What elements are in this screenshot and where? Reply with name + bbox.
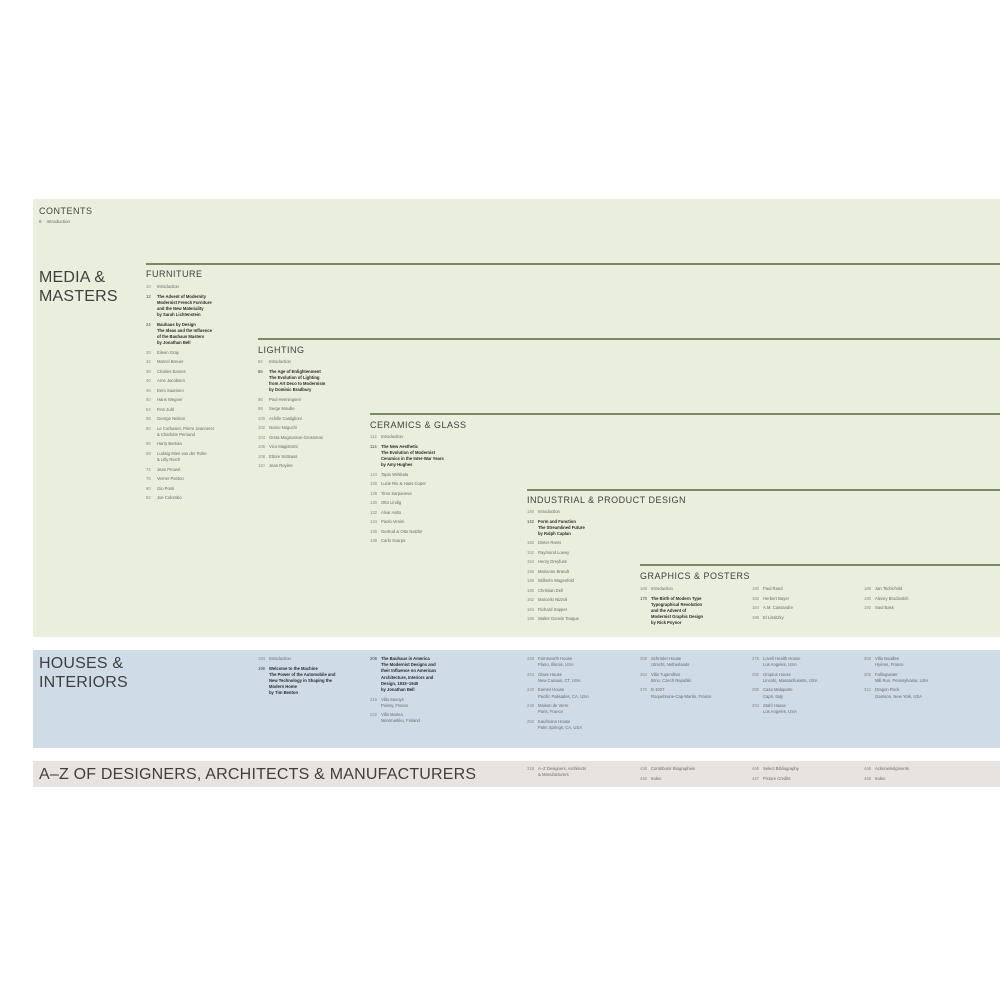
entry-title: Farnsworth House Plano, Illinois, USA <box>538 656 574 668</box>
toc-entry[interactable] <box>146 467 256 473</box>
toc-entry[interactable] <box>527 703 637 715</box>
page-number: 136 <box>370 528 377 534</box>
entry-title: Harry Bertoia <box>157 441 182 447</box>
page-number: 114 <box>370 443 377 449</box>
entry-title: Timo Sarpaneva <box>381 490 412 496</box>
page-number: 252 <box>527 718 534 724</box>
page-number: 246 <box>527 703 534 709</box>
entry-title: Tapio Wirkkala <box>381 471 409 477</box>
lighting-title: LIGHTING <box>258 345 305 355</box>
entry-title: E-1027 Roquebrune-Cap-Martin, France <box>651 687 712 699</box>
page-number: 124 <box>370 471 377 477</box>
toc-entry[interactable] <box>146 369 256 375</box>
entry-title: The Bauhaus in America The Modernist Designs and their Influence on American Architecture, Interiors and Design, 1933–1940 by Jonathan Bell <box>381 656 436 693</box>
entry-title: Bauhaus by Design The Ideas and the Influence of the Bauhaus Masters by Jonathan Bell <box>157 321 212 346</box>
entry-title: Eames House Pacific Palisades, CA, USA <box>538 687 589 699</box>
houses-list-5 <box>752 656 862 719</box>
az-list-1 <box>527 766 637 782</box>
entry-title: Picture Credits <box>763 775 791 781</box>
entry-title: Form and Function The Streamlined Future by Ralph Caplan <box>538 518 585 536</box>
entry-title: Marianne Brandt <box>538 568 569 574</box>
toc-entry[interactable] <box>258 369 368 394</box>
industrial-rule <box>527 489 1000 491</box>
page-number: 150 <box>527 540 534 546</box>
entry-title: Maison de Verre Paris, France <box>538 703 569 715</box>
toc-entry[interactable] <box>864 596 974 602</box>
furniture-rule <box>146 263 1000 265</box>
toc-entry[interactable] <box>864 586 974 592</box>
az-list-4 <box>864 766 974 785</box>
entry-title: Gertrud & Otto Natzler <box>381 528 423 534</box>
entry-title: Marcel Breuer <box>157 359 184 365</box>
page-number: 294 <box>752 703 759 709</box>
entry-title: Otto Lindig <box>381 500 402 506</box>
contents-intro[interactable] <box>39 219 70 224</box>
page-number: 102 <box>258 425 265 431</box>
graphics-title: GRAPHICS & POSTERS <box>640 571 751 581</box>
toc-entry[interactable] <box>146 495 256 501</box>
entry-title: Jean Royère <box>269 463 293 469</box>
toc-entry[interactable] <box>370 444 520 469</box>
page-number: 112 <box>370 434 377 439</box>
ceramics-rule <box>370 413 1000 415</box>
page-number: 24 <box>146 321 151 327</box>
page-number: 130 <box>370 500 377 506</box>
industrial-list <box>527 509 637 626</box>
page-number: 76 <box>146 476 151 482</box>
entry-title: Jean Prouvé <box>157 466 181 472</box>
page-number: 162 <box>527 597 534 603</box>
industrial-title: INDUSTRIAL & PRODUCT DESIGN <box>527 495 687 505</box>
page-number: 100 <box>258 415 265 421</box>
page-number: 66 <box>146 441 151 447</box>
page-number: 282 <box>752 671 759 677</box>
toc-entry[interactable] <box>146 416 256 422</box>
toc-entry[interactable] <box>258 666 368 697</box>
page-number: 154 <box>527 559 534 565</box>
media-masters-title: MEDIA & MASTERS <box>39 269 118 305</box>
page-number: 132 <box>370 509 377 515</box>
entry-title: Richard Sapper <box>538 606 568 612</box>
page-number: 448 <box>864 766 871 771</box>
graphics-list-3 <box>864 586 974 615</box>
page-number: 74 <box>146 466 151 472</box>
entry-title: Introduction <box>269 656 291 661</box>
entry-title: Finn Juhl <box>157 406 174 412</box>
entry-title: Alvar Aalto <box>381 509 402 515</box>
page-number: 50 <box>146 397 151 403</box>
page-number: 60 <box>146 425 151 431</box>
entry-title: Charles Eames <box>157 368 186 374</box>
az-list-3 <box>752 766 862 785</box>
page-number: 156 <box>527 568 534 574</box>
toc-entry[interactable] <box>146 294 256 319</box>
page-number: 438 <box>640 766 647 771</box>
page-number: 184 <box>752 605 759 610</box>
page-number: 166 <box>527 616 534 622</box>
entry-title: El Lissitzky <box>763 614 784 620</box>
toc-entry[interactable] <box>527 578 637 584</box>
lighting-list <box>258 359 368 473</box>
toc-entry[interactable] <box>370 712 520 724</box>
entry-title: Achille Castiglioni <box>269 415 302 421</box>
page-number: 448 <box>864 775 871 781</box>
page-number: 104 <box>258 434 265 440</box>
toc-entry[interactable] <box>864 656 974 668</box>
entry-title: Isamu Noguchi <box>269 425 297 431</box>
az-title: A–Z OF DESIGNERS, ARCHITECTS & MANUFACTURERS <box>39 766 477 783</box>
entry-title: Index <box>875 775 886 781</box>
entry-title: The Advent of Modernity Modernist French Furniture and the New Materiality by Sarah Lichtenstein <box>157 293 212 318</box>
page-number: 188 <box>864 586 871 591</box>
entry-title: Arne Jacobsen <box>157 378 185 384</box>
entry-title: Glass House New Canaan, CT, USA <box>538 671 581 683</box>
toc-entry[interactable] <box>258 406 368 412</box>
toc-entry[interactable] <box>640 687 750 699</box>
page-number: 58 <box>146 416 151 422</box>
toc-entry[interactable] <box>752 776 862 782</box>
entry-title: Lucie Rie & Hans Coper <box>381 481 426 487</box>
az-list-2 <box>640 766 750 785</box>
entry-title: Henry Dreyfuss <box>538 559 567 565</box>
furniture-list <box>146 284 256 505</box>
toc-entry[interactable] <box>258 359 368 365</box>
page-number: 36 <box>146 368 151 374</box>
page-number: 12 <box>146 293 151 299</box>
page-number: 446 <box>752 766 759 771</box>
page-number: 96 <box>258 396 263 402</box>
entry-title: Ludwig Mies van der Rohe & Lilly Reich <box>157 450 207 463</box>
page-number: 312 <box>864 687 871 693</box>
toc-entry[interactable] <box>527 509 637 515</box>
toc-entry[interactable] <box>640 586 750 592</box>
page-number: 180 <box>752 586 759 591</box>
lighting-rule <box>258 338 1000 340</box>
ceramics-title: CERAMICS & GLASS <box>370 420 467 430</box>
toc-entry[interactable] <box>864 687 974 699</box>
entry-title: Verner Panton <box>157 476 184 482</box>
page-number: 288 <box>752 687 759 693</box>
toc-entry[interactable] <box>258 656 368 662</box>
page-number: 240 <box>527 687 534 693</box>
page-number: 306 <box>864 671 871 677</box>
page-number: 128 <box>370 490 377 496</box>
page-number: 440 <box>640 775 647 781</box>
page-number: 152 <box>527 549 534 555</box>
toc-entry[interactable] <box>527 569 637 575</box>
toc-entry[interactable] <box>370 529 520 535</box>
entry-title: Ettore Sottsass <box>269 453 298 459</box>
entry-title: Eileen Gray <box>157 349 179 355</box>
toc-entry[interactable] <box>146 441 256 447</box>
toc-entry[interactable] <box>527 672 637 684</box>
entry-title: Acknowledgments <box>875 766 909 771</box>
toc-entry[interactable] <box>640 776 750 782</box>
entry-title: Herbert Bayer <box>763 595 790 601</box>
graphics-rule <box>640 564 1000 566</box>
entry-title: Introduction <box>651 586 673 591</box>
graphics-list-2 <box>752 586 862 624</box>
entry-title: Vico Magistretti <box>269 444 298 450</box>
page-number: 10 <box>146 284 151 289</box>
furniture-title: FURNITURE <box>146 269 203 279</box>
entry-title: Serge Mouille <box>269 406 295 412</box>
entry-title: Jan Tschichold <box>875 586 903 591</box>
toc-entry[interactable] <box>258 397 368 403</box>
page-number: 192 <box>864 605 871 610</box>
entry-title: Gropius House Lincoln, Massachusetts, USA <box>763 671 818 683</box>
page-number: 447 <box>752 775 759 781</box>
contents-intro-label: Introduction <box>46 219 71 224</box>
toc-entry[interactable] <box>640 596 750 627</box>
page-number: 158 <box>527 578 534 584</box>
toc-entry[interactable] <box>752 703 862 715</box>
entry-title: Raymond Loewy <box>538 549 570 555</box>
houses-list-6 <box>864 656 974 703</box>
toc-entry[interactable] <box>370 481 520 487</box>
toc-entry[interactable] <box>527 519 637 538</box>
entry-title: A.M. Cassandre <box>763 605 794 610</box>
page-number: 190 <box>864 595 871 601</box>
toc-entry[interactable] <box>370 538 520 544</box>
page-number: 318 <box>527 766 534 771</box>
toc-entry[interactable] <box>370 510 520 516</box>
entry-title: Select Bibliography <box>763 766 799 771</box>
entry-title: A–Z Designers, Architects & Manufacturers <box>538 766 587 778</box>
entry-title: George Nelson <box>157 416 186 422</box>
toc-entry[interactable] <box>146 476 256 482</box>
houses-list-3 <box>527 656 637 735</box>
entry-title: Villa Mairea Noormarkku, Finland <box>381 712 420 724</box>
entry-title: Introduction <box>269 359 291 364</box>
toc-entry[interactable] <box>370 491 520 497</box>
toc-entry[interactable] <box>146 322 256 347</box>
page-number: 110 <box>258 463 265 469</box>
toc-entry[interactable] <box>146 451 256 463</box>
toc-entry[interactable] <box>258 425 368 431</box>
page-number: 216 <box>370 696 377 702</box>
entry-title: Contributor Biographies <box>651 766 695 771</box>
entry-title: Introduction <box>381 434 403 439</box>
entry-title: Stahl House Los Angeles, USA <box>763 703 797 715</box>
page-number: 40 <box>146 378 151 384</box>
toc-entry[interactable] <box>864 766 974 772</box>
houses-interiors-title: HOUSES & INTERIORS <box>39 655 128 691</box>
entry-title: The Birth of Modern Type Typographical Revolution and the Advent of Modernist Graphic Design by Rick Poynor <box>651 595 704 626</box>
page-number: 138 <box>370 538 377 544</box>
entry-title: Villa Savoye Poissy, France <box>381 696 409 708</box>
toc-entry[interactable] <box>640 766 750 772</box>
toc-entry[interactable] <box>527 719 637 731</box>
entry-title: Saul Bass <box>875 605 894 610</box>
entry-title: Introduction <box>157 284 179 289</box>
toc-entry[interactable] <box>527 616 637 622</box>
entry-title: Carlo Scarpa <box>381 538 406 544</box>
page-number: 258 <box>640 656 647 661</box>
toc-entry[interactable] <box>752 615 862 621</box>
page-number: 196 <box>258 665 265 671</box>
toc-entry[interactable] <box>146 426 256 438</box>
toc-entry[interactable] <box>146 350 256 356</box>
page-number: 186 <box>752 614 759 620</box>
toc-entry[interactable] <box>527 766 637 778</box>
entry-title: Walter Dorwin Teague <box>538 616 579 622</box>
page-number: 54 <box>146 406 151 412</box>
entry-title: Christian Dell <box>538 587 563 593</box>
entry-title: Paolo Venini <box>381 519 405 525</box>
toc-entry[interactable] <box>640 656 750 668</box>
toc-entry[interactable] <box>258 435 368 441</box>
entry-title: Wilhelm Wagenfeld <box>538 578 574 584</box>
toc-entry[interactable] <box>146 407 256 413</box>
toc-entry[interactable] <box>752 766 862 772</box>
entry-title: Dieter Rams <box>538 540 562 546</box>
page-number: 86 <box>258 368 263 374</box>
toc-entry[interactable] <box>370 500 520 506</box>
page-number: 170 <box>640 595 647 601</box>
entry-title: Fallingwater Mill Run, Pennsylvania, USA <box>875 671 929 683</box>
entry-title: Marcello Nizzoli <box>538 597 568 603</box>
page-number: 160 <box>527 587 534 593</box>
page-number: 98 <box>258 406 263 412</box>
page-number: 140 <box>527 509 534 514</box>
page-number: 164 <box>527 606 534 612</box>
entry-title: Eero Saarinen <box>157 387 184 393</box>
page-number: 82 <box>146 495 151 501</box>
page-number: 270 <box>640 687 647 693</box>
toc-entry[interactable] <box>864 605 974 611</box>
entry-title: Hans Wegner <box>157 397 183 403</box>
toc-entry[interactable] <box>146 284 256 290</box>
entry-title: Index <box>651 775 662 781</box>
entry-title: Lovell Health House Los Angeles, USA <box>763 656 801 668</box>
toc-entry[interactable] <box>370 656 520 693</box>
toc-entry[interactable] <box>527 607 637 613</box>
toc-entry[interactable] <box>146 486 256 492</box>
page-number: 106 <box>258 444 265 450</box>
toc-entry[interactable] <box>146 388 256 394</box>
entry-title: Dragon Rock Garrison, New York, USA <box>875 687 923 699</box>
page-number: 194 <box>258 656 265 661</box>
toc-entry[interactable] <box>527 656 637 668</box>
page-number: 206 <box>370 656 377 661</box>
entry-title: Le Corbusier, Pierre Jeanneret & Charlotte Perriand <box>157 425 215 437</box>
entry-title: The New Aesthetic The Evolution of Modernist Ceramics in the Inter-War Years by Amy Hughes <box>381 443 444 468</box>
toc-entry[interactable] <box>752 596 862 602</box>
entry-title: Paul Rand <box>763 586 783 591</box>
page-number: 276 <box>752 656 759 661</box>
toc-entry[interactable] <box>527 550 637 556</box>
toc-entry[interactable] <box>752 586 862 592</box>
toc-entry[interactable] <box>370 472 520 478</box>
entry-title: Casa Malaparte Capri, Italy <box>763 687 793 699</box>
page-number: 84 <box>258 359 263 364</box>
entry-title: Welcome to the Machine The Power of the Automobile and New Technology in Shaping the Modern Home by Tim Benton <box>269 665 336 696</box>
page-number: 126 <box>370 481 377 487</box>
toc-entry[interactable] <box>527 588 637 594</box>
entry-title: Schröder House Utrecht, Netherlands <box>651 656 690 668</box>
toc-entry[interactable] <box>864 672 974 684</box>
toc-entry[interactable] <box>752 672 862 684</box>
page-number: 108 <box>258 453 265 459</box>
entry-title: Joe Colombo <box>157 495 182 501</box>
toc-entry[interactable] <box>146 378 256 384</box>
houses-list-2 <box>370 656 520 728</box>
page-number: 32 <box>146 359 151 365</box>
page-number: 142 <box>527 518 534 524</box>
page-number: 234 <box>527 671 534 677</box>
toc-entry[interactable] <box>752 605 862 611</box>
page-number: 168 <box>640 586 647 591</box>
page-number: 182 <box>752 595 759 601</box>
page-number: 264 <box>640 671 647 677</box>
page-number: 30 <box>146 349 151 355</box>
toc-entry[interactable] <box>258 454 368 460</box>
toc-entry[interactable] <box>640 672 750 684</box>
entry-title: Alexey Brodovitch <box>875 595 909 601</box>
entry-title: Villa Noailles Hyères, France <box>875 656 904 668</box>
toc-entry[interactable] <box>146 397 256 403</box>
toc-entry[interactable] <box>258 416 368 422</box>
ceramics-list <box>370 434 520 548</box>
entry-title: Villa Tugendhat Brno, Czech Republic <box>651 671 692 683</box>
toc-entry[interactable] <box>370 697 520 709</box>
toc-entry[interactable] <box>527 559 637 565</box>
page-number: 222 <box>370 712 377 718</box>
entry-title: The Age of Enlightenment The Evolution of Lighting from Art Deco to Modernism by Dominic Bradbury <box>269 368 326 393</box>
toc-entry[interactable] <box>146 359 256 365</box>
toc-entry[interactable] <box>370 519 520 525</box>
toc-entry[interactable] <box>527 597 637 603</box>
page-number: 228 <box>527 656 534 661</box>
page-number: 134 <box>370 519 377 525</box>
page-number: 300 <box>864 656 871 661</box>
entry-title: Poul Henningsen <box>269 396 301 402</box>
toc-entry[interactable] <box>258 463 368 469</box>
toc-entry[interactable] <box>258 444 368 450</box>
toc-entry[interactable] <box>527 540 637 546</box>
toc-entry[interactable] <box>527 687 637 699</box>
toc-entry[interactable] <box>864 776 974 782</box>
houses-list-4 <box>640 656 750 703</box>
entry-title: Introduction <box>538 509 560 514</box>
toc-entry[interactable] <box>370 434 520 440</box>
contents-intro-num: 8 <box>39 219 42 224</box>
graphics-list-1 <box>640 586 750 630</box>
page-number: 46 <box>146 387 151 393</box>
toc-entry[interactable] <box>752 687 862 699</box>
contents-title: CONTENTS <box>39 206 93 216</box>
entry-title: Gio Ponti <box>157 485 175 491</box>
entry-title: Kaufmann House Palm Springs, CA, USA <box>538 718 582 731</box>
houses-list-1 <box>258 656 368 700</box>
entry-title: Greta Magnusson-Grossman <box>269 434 323 440</box>
page-number: 68 <box>146 450 151 456</box>
page-number: 80 <box>146 485 151 491</box>
toc-entry[interactable] <box>752 656 862 668</box>
